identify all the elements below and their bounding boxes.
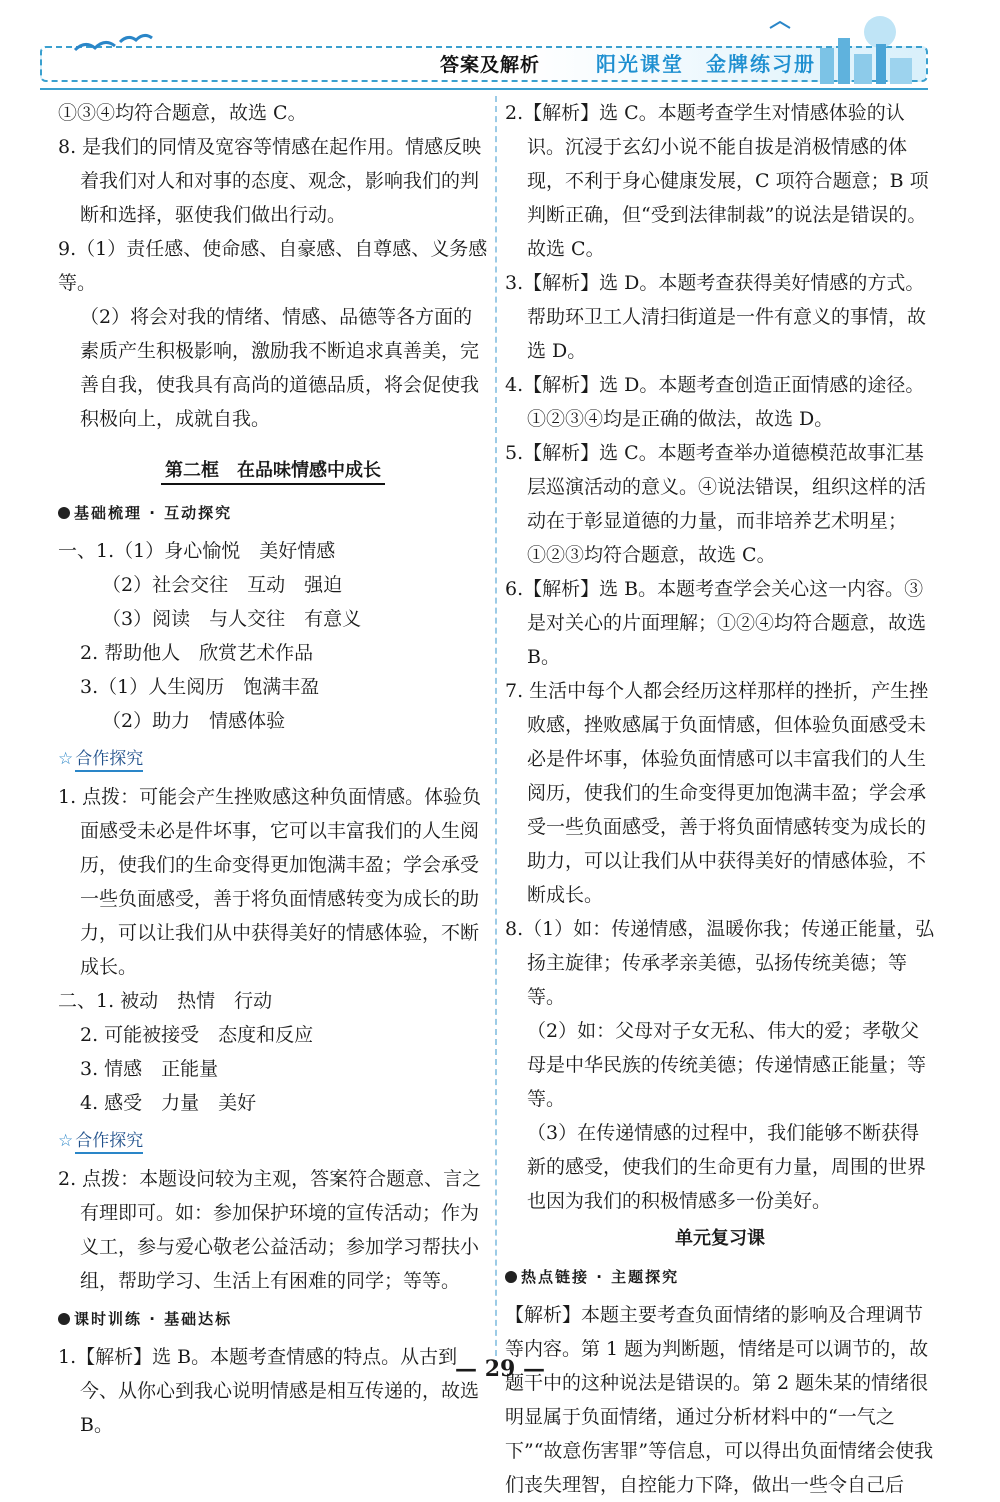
coop-2-text: 2. 点拨：本题设问较为主观，答案符合题意、言之有理即可。如：参加保护环境的宣传活动；作为义工，参与爱心敬老公益活动；参加学习帮扶小组，帮助学习、生活上有困难的同学；等等。 [58,1168,482,1292]
section-coop-1: ☆ 合作探究 [58,742,488,776]
answer-8: 8. 是我们的同情及宽容等情感在起作用。情感反映着我们对人和对事的态度、观念，影响我们的判断和选择，驱使我们做出行动。 [58,136,482,226]
star-icon: ☆ [58,1131,74,1151]
answer-9-2: （2）将会对我的情绪、情感、品德等各方面的素质产生积极影响，激励我不断追求真善美，完善自我，使我具有高尚的道德品质，将会促使我积极向上，成就自我。 [80,306,480,430]
column-divider [495,96,497,1366]
section-title: 第二框 在品味情感中成长 [58,454,488,488]
left-column [58,96,488,1442]
section-drill: 课时训练 · 基础达标 [58,1302,488,1336]
answer-item: 6.【解析】选 B。本题考查学会关心这一内容。③是对关心的片面理解；①②④均符合题意，故选 B。 [505,578,927,668]
answer-item: 7. 生活中每个人都会经历这样那样的挫折，产生挫败感，挫败感属于负面情感，但体验负面感受未必是件坏事，体验负面情感可以丰富我们的人生阅历，使我们的生命变得更加饱满丰盈；学会承受一些负面感受，善于将负面情感转变为成长的助力，可以让我们从中获得美好的情感体验，不断成长。 [505,680,929,906]
basic-item: （2）社会交往 互动 强迫 [102,574,343,596]
basic-item: 2. 帮助他人 欣赏艺术作品 [80,642,314,664]
bullet-icon [58,507,70,519]
unit-title: 单元复习课 [675,1228,765,1249]
basic-item: 3.（1）人生阅历 饱满丰盈 [80,676,320,698]
basic-item: 一、1.（1）身心愉悦 美好情感 [58,540,336,562]
birds-icon [70,30,160,60]
answer-item: （3）在传递情感的过程中，我们能够不断获得新的感受，使我们的生命更有力量，周围的世界也因为我们的积极情感多一份美好。 [527,1122,927,1212]
bullet-icon [505,1271,517,1283]
basic-item: （3）阅读 与人交往 有意义 [102,608,362,630]
answer-item: 3.【解析】选 D。本题考查获得美好情感的方式。帮助环卫工人清扫街道是一件有意义的事情，故选 D。 [505,272,927,362]
right-column [505,96,935,1502]
answer-item: （2）如：父母对子女无私、伟大的爱；孝敬父母是中华民族的传统美德；传递情感正能量；等等。 [527,1020,927,1110]
section-basic: 基础梳理 · 互动探究 [58,496,488,530]
running-title: 答案及解析 [440,54,541,76]
answer-item: 5.【解析】选 C。本题考查举办道德模范故事汇基层巡演活动的意义。④说法错误，组织这样的活动在于彰显道德的力量，而非培养艺术明星；①②③均符合题意，故选 C。 [505,442,927,566]
section-coop-2: ☆ 合作探究 [58,1124,488,1158]
answer-item: 4.【解析】选 D。本题考查创造正面情感的途径。①②③④均是正确的做法，故选 D。 [505,374,925,430]
page-header [0,0,1000,100]
basic-item: （2）助力 情感体验 [102,710,286,732]
header-rule [40,88,928,90]
drill-1: 1.【解析】选 B。本题考查情感的特点。从古到今、从你心到我心说明情感是相互传递的，故选 B。 [58,1346,480,1436]
star-icon: ☆ [58,749,74,769]
answer-line: ①③④均符合题意，故选 C。 [58,102,307,124]
coop-1-text: 1. 点拨：可能会产生挫败感这种负面情感。体验负面感受未必是件坏事，它可以丰富我们的人生阅历，使我们的生命变得更加饱满丰盈；学会承受一些负面感受，善于将负面情感转变为成长的助力，可以让我们从中获得美好的情感体验，不断成长。 [58,786,482,978]
answer-item: 2.【解析】选 C。本题考查学生对情感体验的认识。沉浸于玄幻小说不能自拔是消极情感的体现，不利于身心健康发展，C 项符合题意；B 项判断正确，但“受到法律制裁”的说法是错误的。故选 C。 [505,102,929,260]
section-hot: 热点链接 · 主题探究 [505,1260,935,1294]
series-title: 阳光课堂 金牌练习册 [596,52,816,76]
bullet-icon [58,1313,70,1325]
answer-item: 8.（1）如：传递情感，温暖你我；传递正能量，弘扬主旋律；传承孝亲美德，弘扬传统美德；等等。 [505,918,935,1008]
part2-item: 二、1. 被动 热情 行动 [58,990,273,1012]
part2-item: 3. 情感 正能量 [80,1058,219,1080]
part2-item: 4. 感受 力量 美好 [80,1092,257,1114]
answer-9-1: 9.（1）责任感、使命感、自豪感、自尊感、义务感等。 [58,238,488,294]
hot-text: 【解析】本题主要考查负面情绪的影响及合理调节等内容。第 1 题为判断题，情绪是可以调节的，故题干中的这种说法是错误的。第 2 题朱某的情绪很明显属于负面情绪，通过分析材料中的“一气之下”“故意伤害罪”等信息，可以得出负面情绪会使我们丧失理智，自控能力下降，做出一些令自己后 [505,1304,934,1496]
page-number: — 29 — [455,1356,545,1382]
part2-item: 2. 可能被接受 态度和反应 [80,1024,314,1046]
